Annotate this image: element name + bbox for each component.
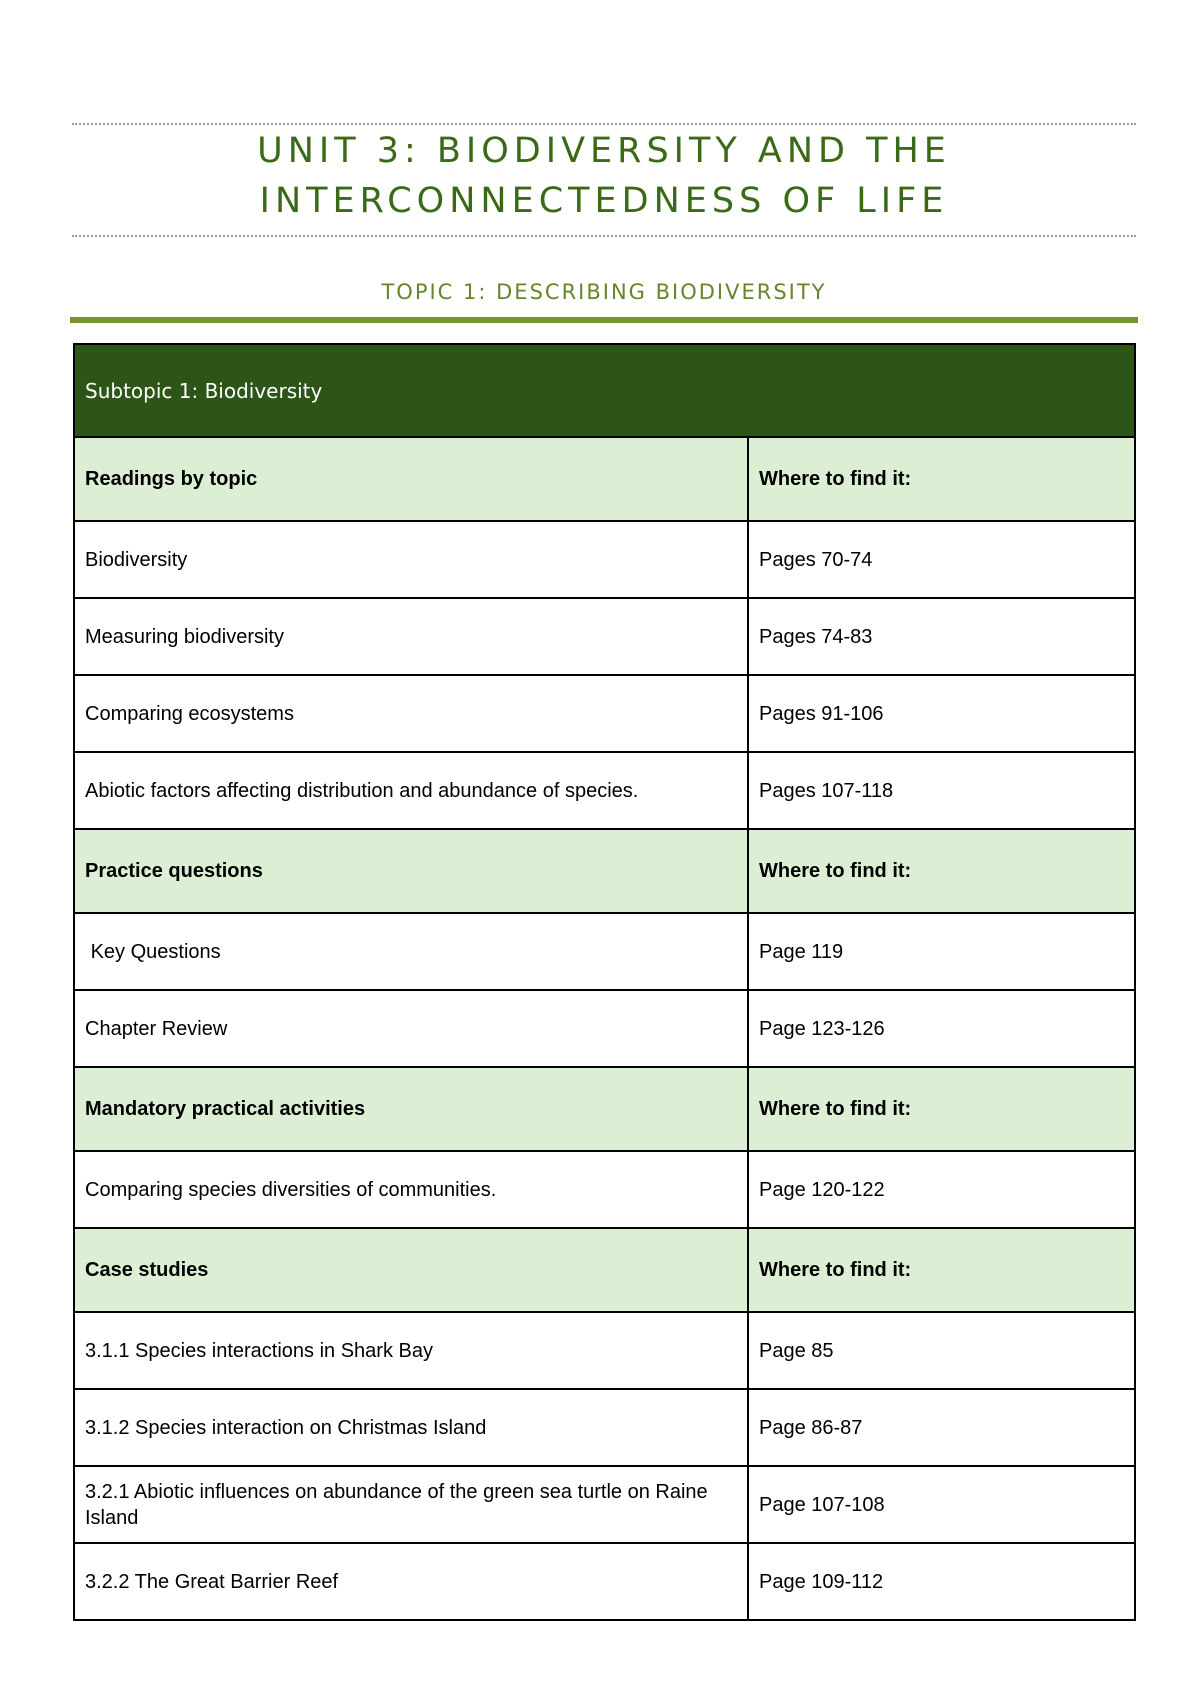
topic-underline: [70, 317, 1138, 323]
resource-label: Abiotic factors affecting distribution and abundance of species.: [74, 752, 748, 829]
table-row: [74, 752, 1135, 829]
top-dotted-rule: [72, 123, 1136, 125]
where-to-find-heading: Where to find it:: [748, 1228, 1135, 1312]
resource-location: Pages 91-106: [748, 675, 1135, 752]
topic-title: TOPIC 1: DESCRIBING BIODIVERSITY: [381, 280, 827, 304]
resources-table: [73, 343, 1136, 1621]
resource-label: 3.1.2 Species interaction on Christmas Island: [74, 1389, 748, 1466]
resource-location: Page 120-122: [748, 1151, 1135, 1228]
table-row: [74, 521, 1135, 598]
subtopic-title: Subtopic 1: Biodiversity: [74, 344, 1135, 437]
table-row: [74, 913, 1135, 990]
table-row: [74, 1151, 1135, 1228]
table-row: [74, 1389, 1135, 1466]
bottom-dotted-rule: [72, 235, 1136, 237]
subtopic-header-row: [74, 344, 1135, 437]
resource-location: Page 119: [748, 913, 1135, 990]
resource-location: Page 107-108: [748, 1466, 1135, 1543]
section-header-row: [74, 1228, 1135, 1312]
resource-label: Measuring biodiversity: [74, 598, 748, 675]
resource-location: Pages 70-74: [748, 521, 1135, 598]
section-header-row: [74, 1067, 1135, 1151]
where-to-find-heading: Where to find it:: [748, 829, 1135, 913]
resource-label: 3.1.1 Species interactions in Shark Bay: [74, 1312, 748, 1389]
table-body: [74, 437, 1135, 1620]
where-to-find-heading: Where to find it:: [748, 437, 1135, 521]
unit-title-line-1: UNIT 3: BIODIVERSITY AND THE: [257, 131, 951, 171]
resource-location: Page 109-112: [748, 1543, 1135, 1620]
table-row: [74, 1312, 1135, 1389]
where-to-find-heading: Where to find it:: [748, 1067, 1135, 1151]
resource-label: 3.2.1 Abiotic influences on abundance of the green sea turtle on Raine Island: [74, 1466, 748, 1543]
resource-label: Comparing ecosystems: [74, 675, 748, 752]
section-heading: Mandatory practical activities: [74, 1067, 748, 1151]
section-header-row: [74, 437, 1135, 521]
section-header-row: [74, 829, 1135, 913]
table-row: [74, 990, 1135, 1067]
resource-label: Biodiversity: [74, 521, 748, 598]
resource-location: Page 85: [748, 1312, 1135, 1389]
resource-label: 3.2.2 The Great Barrier Reef: [74, 1543, 748, 1620]
section-heading: Practice questions: [74, 829, 748, 913]
resource-location: Pages 107-118: [748, 752, 1135, 829]
resource-location: Page 86-87: [748, 1389, 1135, 1466]
table-row: [74, 1543, 1135, 1620]
resource-label: Chapter Review: [74, 990, 748, 1067]
resource-location: Pages 74-83: [748, 598, 1135, 675]
unit-title-line-2: INTERCONNECTEDNESS OF LIFE: [259, 181, 949, 221]
unit-title: [72, 126, 1136, 226]
table-row: [74, 1466, 1135, 1543]
section-heading: Case studies: [74, 1228, 748, 1312]
section-heading: Readings by topic: [74, 437, 748, 521]
table-row: [74, 675, 1135, 752]
resource-label: Key Questions: [74, 913, 748, 990]
table-row: [74, 598, 1135, 675]
resource-label: Comparing species diversities of communities.: [74, 1151, 748, 1228]
resource-location: Page 123-126: [748, 990, 1135, 1067]
